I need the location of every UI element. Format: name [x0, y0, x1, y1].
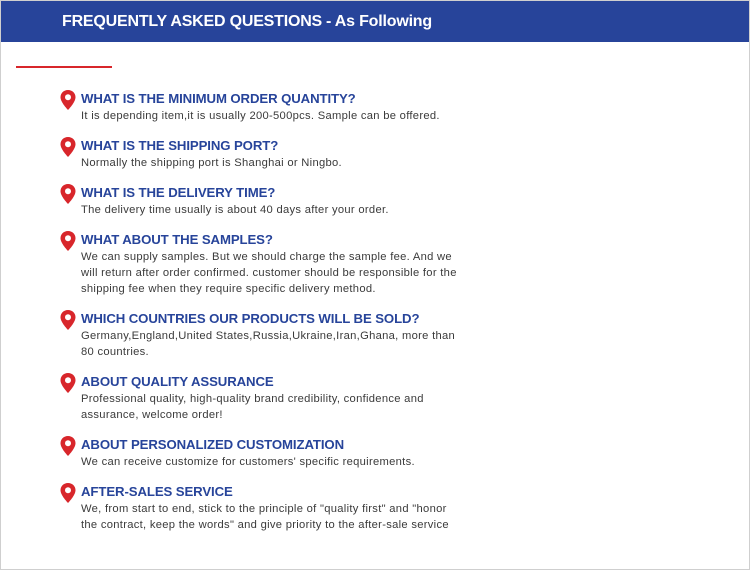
faq-question: WHICH COUNTRIES OUR PRODUCTS WILL BE SOLD? — [81, 311, 420, 326]
faq-question: ABOUT PERSONALIZED CUSTOMIZATION — [81, 437, 344, 452]
faq-answer: Germany,England,United States,Russia,Ukraine,Iran,Ghana, more than 80 countries. — [81, 330, 456, 358]
faq-answer: We can receive customize for customers' specific requirements. — [81, 456, 415, 468]
location-pin-icon — [59, 372, 77, 394]
faq-list — [59, 89, 459, 533]
accent-divider — [16, 66, 112, 68]
location-pin-icon — [59, 230, 77, 252]
faq-item — [59, 230, 459, 297]
location-pin-icon — [59, 136, 77, 158]
faq-item — [59, 183, 459, 218]
faq-answer: Normally the shipping port is Shanghai or Ningbo. — [81, 157, 342, 169]
faq-item — [59, 309, 459, 360]
faq-answer: We, from start to end, stick to the principle of "quality first" and "honor the contract, keep the words" and give priority to the after-sale service — [81, 503, 449, 531]
faq-item — [59, 372, 459, 423]
header-title: FREQUENTLY ASKED QUESTIONS — [62, 12, 323, 30]
location-pin-icon — [59, 309, 77, 331]
location-pin-icon — [59, 435, 77, 457]
faq-item — [59, 136, 459, 171]
location-pin-icon — [59, 89, 77, 111]
faq-question: WHAT IS THE DELIVERY TIME? — [81, 185, 276, 200]
header-subtitle: - As Following — [326, 12, 432, 30]
faq-question: WHAT IS THE MINIMUM ORDER QUANTITY? — [81, 91, 356, 106]
faq-question: AFTER-SALES SERVICE — [81, 484, 233, 499]
faq-question: ABOUT QUALITY ASSURANCE — [81, 374, 274, 389]
faq-answer: We can supply samples. But we should charge the sample fee. And we will return after order confirmed. customer should be responsible for the shipping fee when they require specific delivery method. — [81, 251, 457, 295]
faq-question: WHAT IS THE SHIPPING PORT? — [81, 138, 279, 153]
faq-answer: Professional quality, high-quality brand credibility, confidence and assurance, welcome order! — [81, 393, 424, 421]
faq-item — [59, 435, 459, 470]
location-pin-icon — [59, 183, 77, 205]
faq-answer: The delivery time usually is about 40 days after your order. — [81, 204, 389, 216]
faq-answer: It is depending item,it is usually 200-500pcs. Sample can be offered. — [81, 110, 440, 122]
location-pin-icon — [59, 482, 77, 504]
faq-item — [59, 89, 459, 124]
faq-item — [59, 482, 459, 533]
header-bar — [1, 1, 749, 42]
faq-question: WHAT ABOUT THE SAMPLES? — [81, 232, 273, 247]
